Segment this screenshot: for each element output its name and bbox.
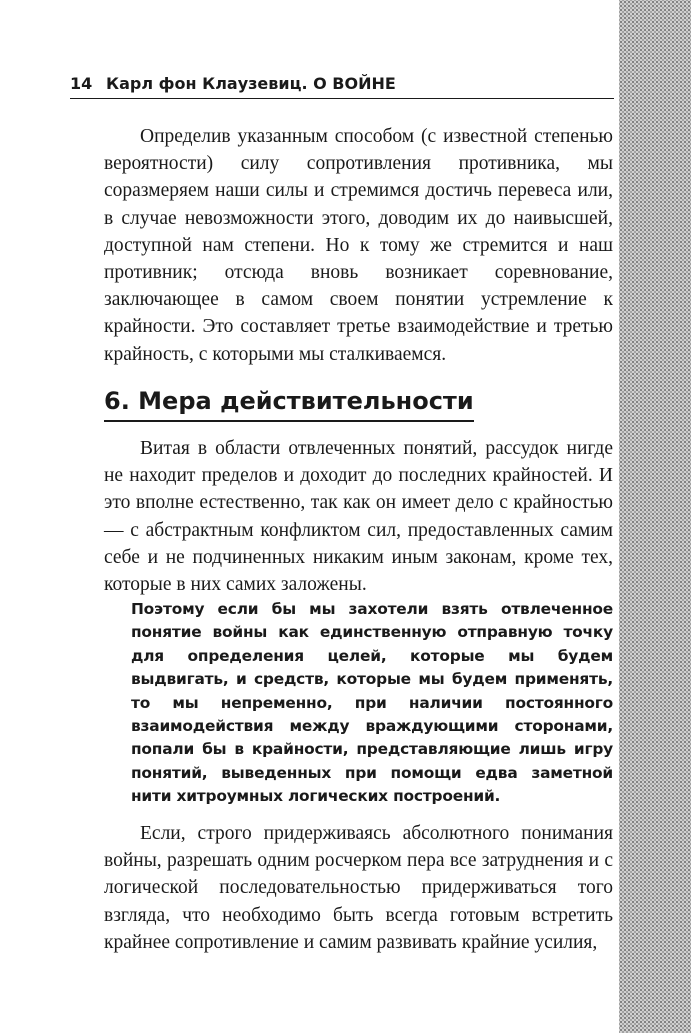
- running-title: Карл фон Клаузевиц. О ВОЙНЕ: [106, 74, 396, 93]
- paragraph-3: Если, строго придерживаясь абсолютного понимания войны, разрешать одним росчерком пера все затруднения и с логической последовательностью придерживаться того взгляда, что необходимо быть всегда готовым встретить крайнее сопротивление и самим развивать крайние усилия,: [104, 823, 613, 953]
- paragraph-1: Определив указанным способом (с известной степенью вероятности) силу сопротивления противника, мы соразмеряем наши силы и стремимся достичь перевеса или, в случае невозможности этого, доводим их до наивысшей, доступной нам степени. Но к тому же стремится и наш противник; отсюда вновь возникает соревнование, заключающее в самом своем понятии устремление к крайности. Это составляет третье взаимодействие и третью крайность, с которыми мы сталкиваемся.: [104, 126, 613, 365]
- page-number: 14: [70, 74, 93, 93]
- paragraph-2: Витая в области отвлеченных понятий, рассудок нигде не находит пределов и доходит до последних крайностей. И это вполне естественно, так как он имеет дело с крайностью — с абстрактным конфликтом сил, предоставленных самим себе и не подчиненных никаким иным законам, кроме тех, которые в них самих заложены.: [104, 438, 613, 596]
- running-header: [70, 72, 614, 99]
- highlighted-quote: Поэтому если бы мы захотели взять отвлеченное понятие войны как единственную отправную точку для определения целей, которые мы будем выдвигать, и средств, которые мы будем применять, то мы непременно, при наличии постоянного взаимодействия между враждующими сторонами, попали бы в крайности, представляющие лишь игру понятий, выведенных при помощи едва заметной нити хитроумных логических построений.: [131, 600, 613, 806]
- section-heading: 6. Мера действительности: [104, 384, 474, 422]
- halftone-page-edge: [619, 0, 691, 1033]
